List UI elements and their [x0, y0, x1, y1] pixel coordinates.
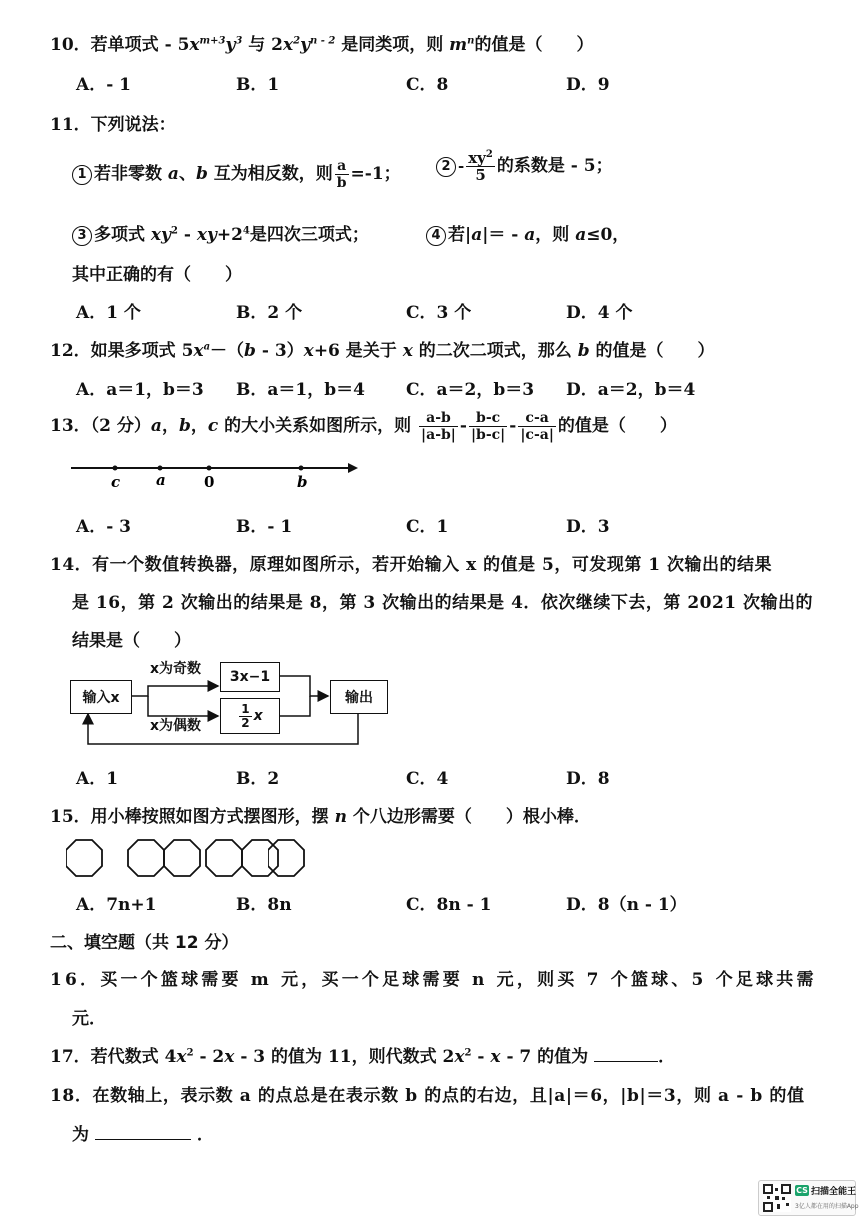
q12-option-d: D．a＝2，b＝4: [566, 380, 696, 400]
q12-option-b: B．a＝1，b＝4: [236, 380, 365, 400]
point-zero: [207, 466, 212, 471]
q11-statement-2: 2 - $\frac{xy^2}{5}$ 的系数是 - 5；: [436, 150, 613, 183]
flow-output-box: 输出: [330, 680, 388, 714]
q15-option-c: C．8n - 1: [406, 895, 492, 915]
question-15-stem: 15．用小棒按照如图方式摆图形，摆 n 个八边形需要（ ）根小棒．: [50, 807, 591, 827]
q15-option-a: A．7n+1: [76, 895, 157, 915]
fraction-a-minus-b: $\frac{a-b}{|a-b|}$: [421, 410, 456, 443]
q10-option-b: B．1: [236, 75, 280, 95]
answer-blank-18[interactable]: [95, 1125, 191, 1140]
question-16-line-2: 元．: [72, 1009, 106, 1029]
point-a: [158, 466, 163, 471]
number-line-diagram: [68, 456, 368, 496]
circled-1-icon: 1: [72, 165, 92, 185]
octagon-2-2: [164, 840, 200, 876]
point-b: [299, 466, 304, 471]
answer-blank-17[interactable]: [594, 1047, 658, 1062]
q14-option-c: C．4: [406, 769, 449, 789]
fraction-a-over-b: $\frac{a}{b}$: [336, 158, 347, 191]
fraction-b-minus-c: $\frac{b-c}{|b-c|}$: [470, 410, 506, 443]
q13-option-c: C．1: [406, 517, 449, 537]
label-c: c: [111, 473, 121, 491]
label-b: b: [297, 473, 308, 491]
q12-option-c: C．a＝2，b＝3: [406, 380, 535, 400]
q11-tail: 其中正确的有（ ）: [72, 265, 242, 285]
octagon-2-1: [128, 840, 164, 876]
octagon-1-1: [66, 840, 102, 876]
question-18-line-1: 18．在数轴上，表示数 a 的点总是在表示数 b 的点的右边，且|a|＝6，|b|＝3，则 a - b 的值: [50, 1086, 805, 1106]
qr-code-icon: [763, 1184, 791, 1212]
question-14-line-1: 14．有一个数值转换器，原理如图所示，若开始输入 x 的值是 5，可发现第 1 次输出的结果: [50, 555, 773, 575]
q13-option-a: A．- 3: [76, 517, 131, 537]
label-zero: 0: [204, 473, 215, 491]
q10-option-c: C．8: [406, 75, 449, 95]
scanner-watermark: [758, 1180, 859, 1216]
q11-option-d: D．4 个: [566, 303, 633, 323]
flow-odd-label: x为奇数: [150, 661, 202, 677]
flow-even-label: x为偶数: [150, 718, 202, 734]
q13-option-b: B．- 1: [236, 517, 293, 537]
question-13-stem: 13．（2 分）a，b，c 的大小关系如图所示，则 $\frac{a-b}{|a-b|}$ - $\frac{b-c}{|b-c|}$ - $\frac{c-a}{|c-a|}$ 的值是（ ）: [50, 410, 677, 443]
q10-option-d: D．9: [566, 75, 610, 95]
q11-statement-1: 1 若非零数 a、b 互为相反数，则 $\frac{a}{b}$ =-1；: [72, 158, 401, 191]
q14-option-b: B．2: [236, 769, 280, 789]
q11-option-c: C．3 个: [406, 303, 472, 323]
circled-3-icon: 3: [72, 226, 92, 246]
question-10-stem: 10．若单项式 - $5x^{m+3}y^3$ 与 $2x^2y^{n - 2}$ 是同类项，则 $m^n$的值是（ ）: [50, 35, 594, 55]
question-17-stem: 17．若代数式 $4x^2 - 2x - 3$ 的值为 11，则代数式 $2x^2$ - x - 7 的值为 ．: [50, 1047, 676, 1067]
flow-even-op-box: $\frac{1}{2}$ x: [220, 698, 280, 734]
q11-option-b: B．2 个: [236, 303, 303, 323]
octagon-3-1: [206, 840, 242, 876]
circled-4-icon: 4: [426, 226, 446, 246]
question-12-stem: 12．如果多项式 $5x^a-(b - 3)x+6$ 是关于 x 的二次二项式，那么 b 的值是（ ）: [50, 341, 715, 361]
camscanner-logo-icon: CS: [796, 1186, 808, 1195]
circled-2-icon: 2: [436, 157, 456, 177]
flow-odd-op-box: 3x−1: [220, 662, 280, 692]
q14-option-a: A．1: [76, 769, 119, 789]
question-18-line-2: 为 ．: [72, 1125, 214, 1145]
q11-statement-3: 3 多项式 $xy^2 - xy+2^4$是四次三项式；: [72, 220, 369, 246]
octagon-3-3: [268, 836, 308, 878]
question-14-line-3: 结果是（ ）: [72, 631, 191, 651]
label-a: a: [156, 471, 166, 489]
q12-option-a: A．a＝1，b＝3: [76, 380, 204, 400]
q13-option-d: D．3: [566, 517, 610, 537]
fraction-xy2-over-5: $\frac{xy^2}{5}$: [468, 149, 493, 184]
watermark-brand: 扫描全能王: [811, 1187, 857, 1197]
watermark-subtitle: 3亿人都在用的扫描App: [795, 1203, 859, 1210]
section-2-heading: 二、填空题（共 12 分）: [50, 933, 239, 953]
flow-input-box: 输入x: [70, 680, 132, 714]
question-14-line-2: 是 16，第 2 次输出的结果是 8，第 3 次输出的结果是 4．依次继续下去，第 2021 次输出的: [72, 593, 814, 613]
q14-option-d: D．8: [566, 769, 610, 789]
fraction-c-minus-a: $\frac{c-a}{|c-a|}$: [520, 410, 554, 443]
q11-option-a: A．1 个: [76, 303, 141, 323]
q11-statement-4: 4 若|a|＝ - a，则 a≤0，: [426, 220, 629, 246]
q15-option-d: D．8（n - 1）: [566, 895, 687, 915]
question-11-stem: 11．下列说法：: [50, 115, 176, 135]
question-16-line-1: 16．买一个篮球需要 m 元，买一个足球需要 n 元，则买 7 个篮球、5 个足球共需: [50, 970, 817, 990]
point-c: [113, 466, 118, 471]
q15-option-b: B．8n: [236, 895, 292, 915]
q10-option-a: A．- 1: [76, 75, 131, 95]
